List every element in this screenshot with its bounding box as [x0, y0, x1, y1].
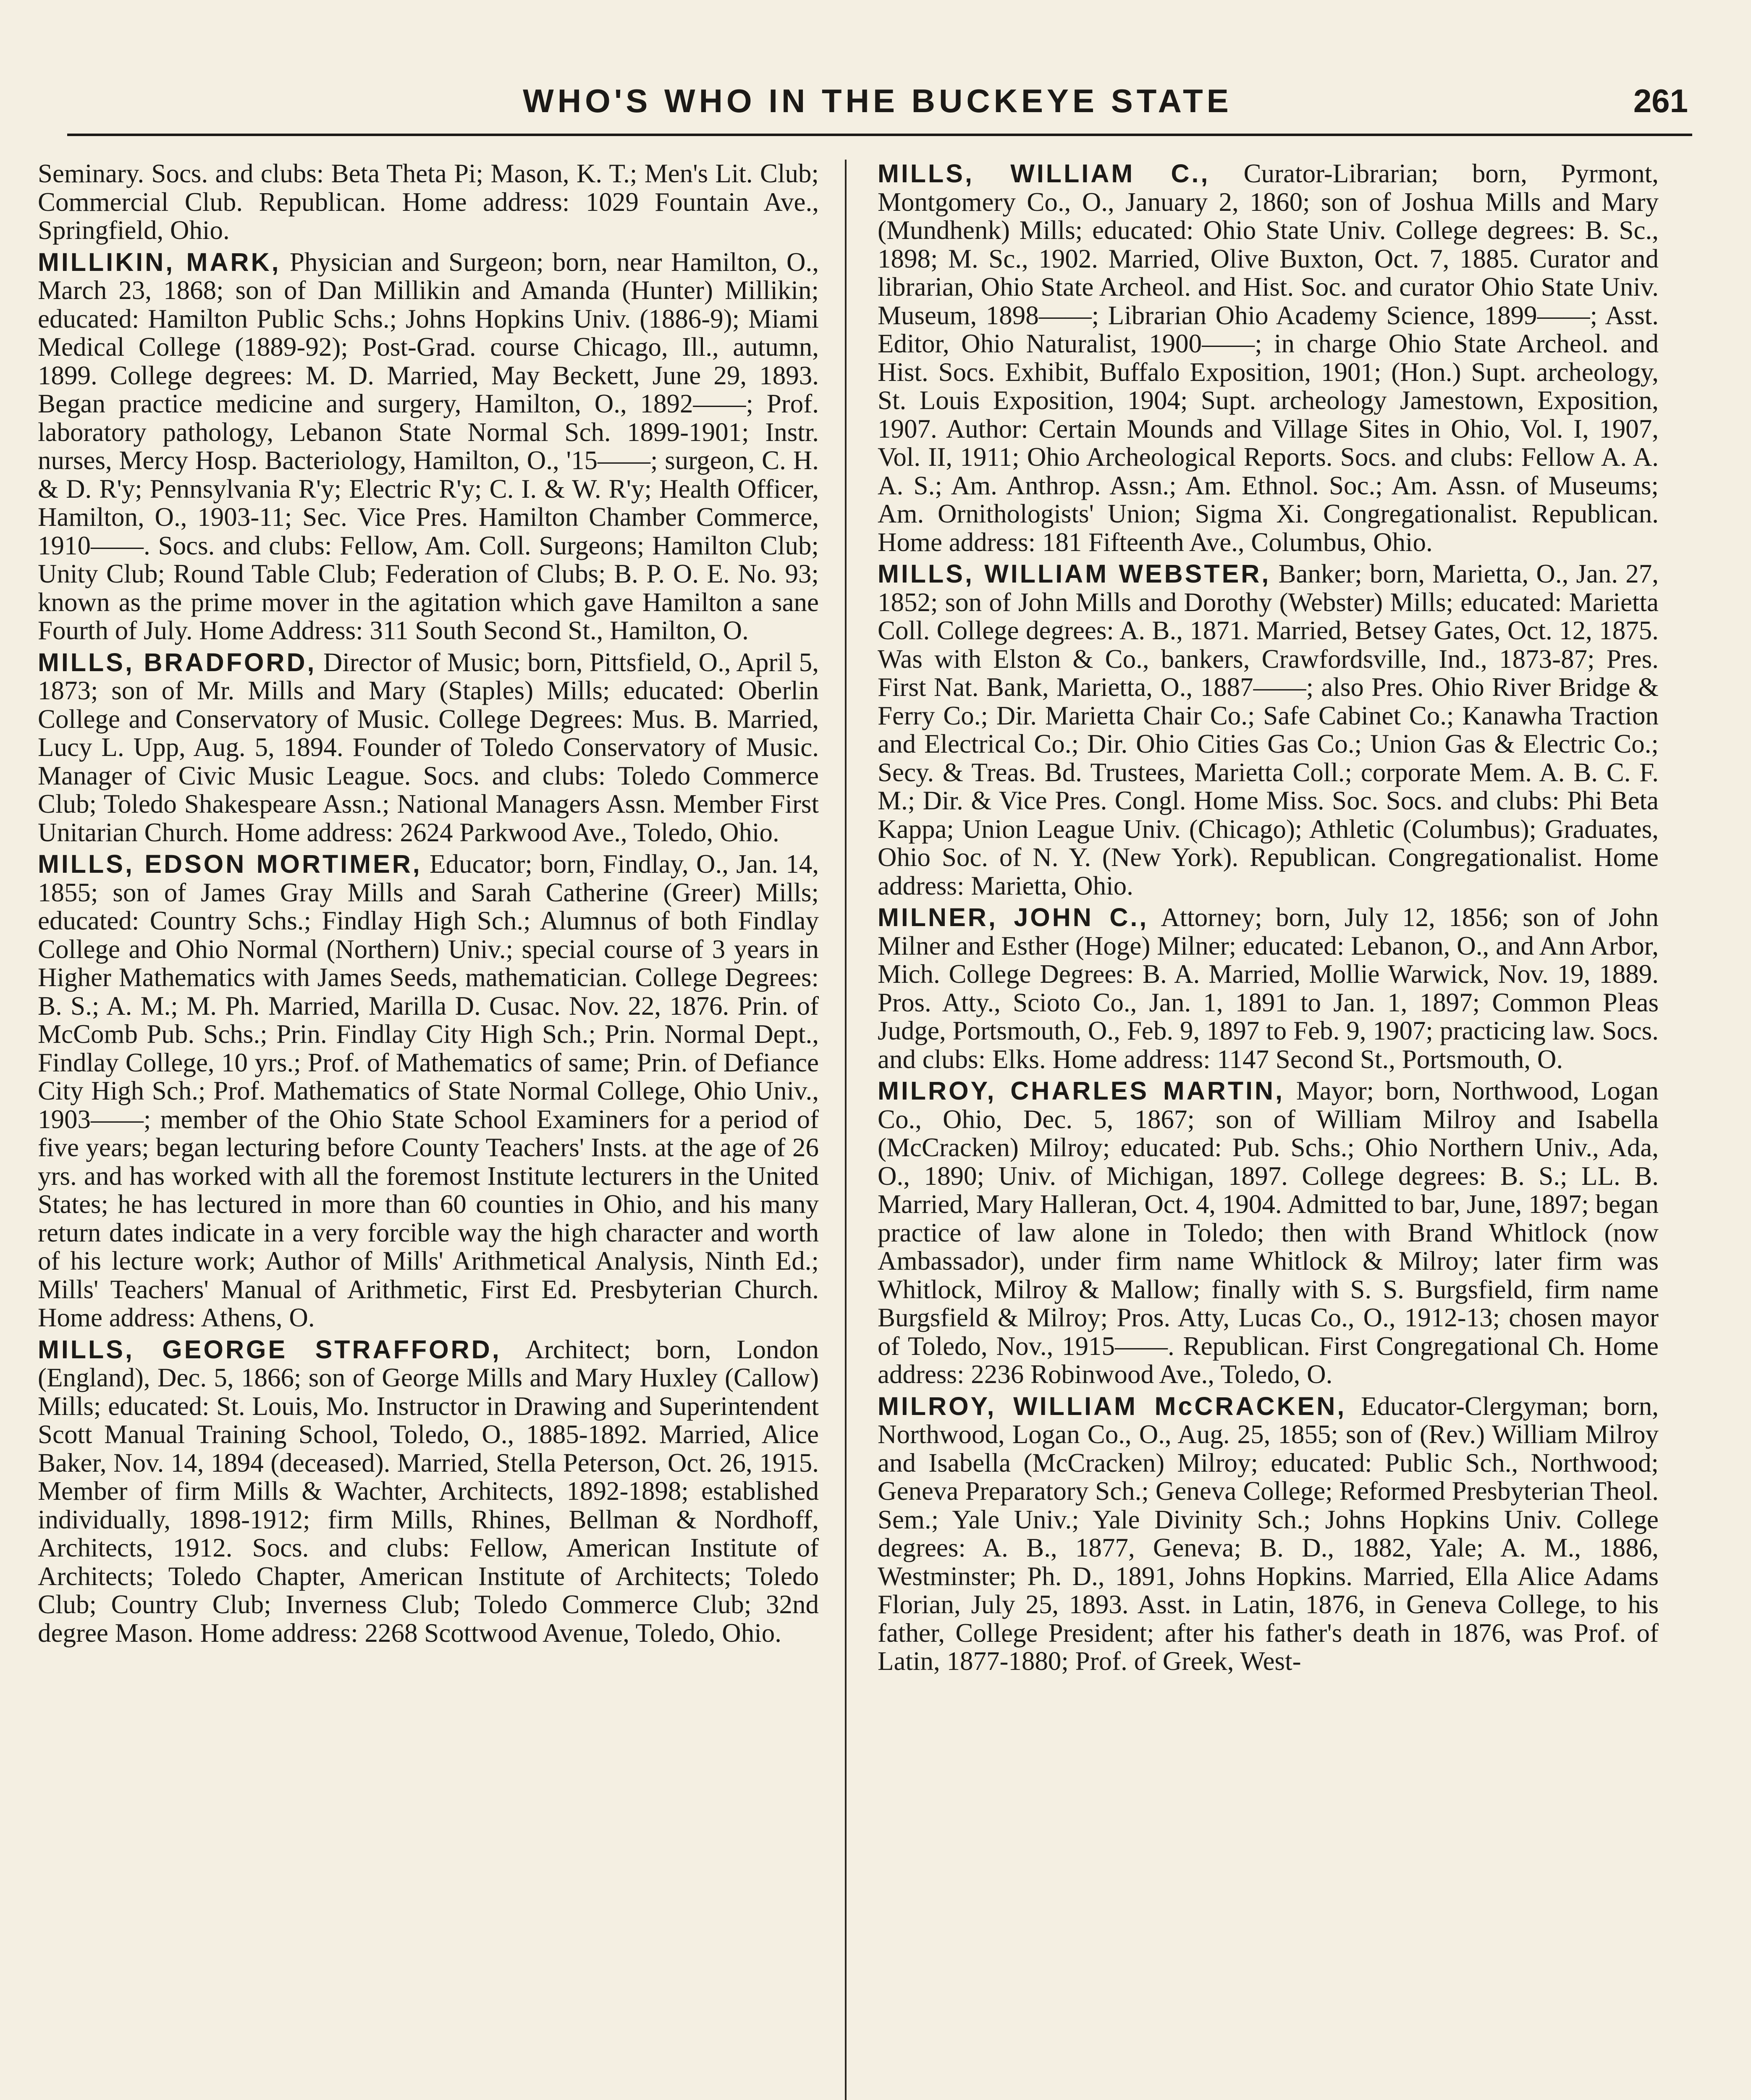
entry-name: MILLS, WILLIAM WEBSTER,: [878, 559, 1271, 588]
entry-text: Educator-Clergyman; born, Northwood, Logan Co., O., Aug. 25, 1855; son of (Rev.) William Milroy and Isabella (McCracken) Milroy; educated: Public Sch., Northwood; Geneva Preparatory Sch.; Geneva College; Reformed Presbyterian Theol. Sem.; Yale Univ.; Yale Divinity Sch.; Johns Hopkins Univ. College degrees: A. B., 1877, Geneva; B. D., 1882, Yale; A. M., 1886, Westminster; Ph. D., 1891, Johns Hopkins. Married, Ella Alice Adams Florian, July 25, 1893. Asst. in Latin, 1876, in Geneva College, to his father, College President; after his father's death in 1876, was Prof. of Latin, 1877-1880; Prof. of Greek, West-: [878, 1391, 1659, 1676]
running-header: [67, 82, 1688, 132]
entry-name: MILNER, JOHN C.,: [878, 903, 1149, 932]
entry-name: MILLS, BRADFORD,: [38, 648, 317, 677]
biography-entry: [878, 560, 1659, 900]
entry-name: MILLS, GEORGE STRAFFORD,: [38, 1335, 501, 1364]
entry-name: MILLS, EDSON MORTIMER,: [38, 850, 422, 878]
entry-text: Attorney; born, July 12, 1856; son of John Milner and Esther (Hoge) Milner; educated: Lebanon, O., and Ann Arbor, Mich. College Degrees: B. A. Married, Mollie Warwick, Nov. 19, 1889. Pros. Atty., Scioto Co., Jan. 1, 1891 to Jan. 1, 1897; Common Pleas Judge, Portsmouth, O., Feb. 9, 1897 to Feb. 9, 1907; practicing law. Socs. and clubs: Elks. Home address: 1147 Second St., Portsmouth, O.: [878, 903, 1659, 1074]
entry-name: MILLS, WILLIAM C.,: [878, 160, 1210, 188]
biography-entry: [38, 648, 819, 847]
entry-text: Mayor; born, Northwood, Logan Co., Ohio, Dec. 5, 1867; son of William Milroy and Isabella (McCracken) Milroy; educated: Pub. Schs.; Ohio Northern Univ., Ada, O., 1890; Univ. of Michigan, 1897. College degrees: B. S.; LL. B. Married, Mary Halleran, Oct. 4, 1904. Admitted to bar, June, 1897; began practice of law alone in Toledo; then with Brand Whitlock (now Ambassador), under firm name Whitlock & Milroy; later firm was Whitlock, Milroy & Mallow; finally with S. S. Burgsfield, firm name Burgsfield & Milroy; Pros. Atty, Lucas Co., O., 1912-13; chosen mayor of Toledo, Nov., 1915——. Republican. First Congregational Ch. Home address: 2236 Robinwood Ave., Toledo, O.: [878, 1076, 1659, 1389]
biography-entry: [878, 160, 1659, 556]
biography-entry: [878, 1077, 1659, 1389]
biography-entry: [878, 1392, 1659, 1676]
entry-text: Architect; born, London (England), Dec. 5, 1866; son of George Mills and Mary Huxley (Callow) Mills; educated: St. Louis, Mo. Instructor in Drawing and Superintendent Scott Manual Training School, Toledo, O., 1885-1892. Married, Alice Baker, Nov. 14, 1894 (deceased). Married, Stella Peterson, Oct. 26, 1915. Member of firm Mills & Wachter, Architects, 1892-1898; established individually, 1898-1912; firm Mills, Rhines, Bellman & Nordhoff, Architects, 1912. Socs. and clubs: Fellow, American Institute of Architects; Toledo Chapter, American Institute of Architects; Toledo Club; Country Club; Inverness Club; Toledo Commerce Club; 32nd degree Mason. Home address: 2268 Scottwood Avenue, Toledo, Ohio.: [38, 1334, 819, 1648]
entry-name: MILLIKIN, MARK,: [38, 247, 281, 276]
entry-text: Director of Music; born, Pittsfield, O., April 5, 1873; son of Mr. Mills and Mary (Staples) Mills; educated: Oberlin College and Conservatory of Music. College Degrees: Mus. B. Married, Lucy L. Upp, Aug. 5, 1894. Founder of Toledo Conservatory of Music. Manager of Civic Music League. Socs. and clubs: Toledo Commerce Club; Toledo Shakespeare Assn.; National Managers Assn. Member First Unitarian Church. Home address: 2624 Parkwood Ave., Toledo, Ohio.: [38, 647, 819, 847]
entry-name: MILROY, CHARLES MARTIN,: [878, 1076, 1285, 1105]
running-title: WHO'S WHO IN THE BUCKEYE STATE: [523, 82, 1232, 119]
page-number: 261: [1633, 82, 1688, 119]
left-column: [38, 160, 819, 2100]
biography-entry: [38, 850, 819, 1332]
entry-text: Curator-Librarian; born, Pyrmont, Montgomery Co., O., January 2, 1860; son of Joshua Mills and Mary (Mundhenk) Mills; educated: Ohio State Univ. College degrees: B. Sc., 1898; M. Sc., 1902. Married, Olive Buxton, Oct. 7, 1885. Curator and librarian, Ohio State Archeol. and Hist. Soc. and curator Ohio State Univ. Museum, 1898——; Librarian Ohio Academy Science, 1899——; Asst. Editor, Ohio Naturalist, 1900——; in charge Ohio State Archeol. and Hist. Socs. Exhibit, Buffalo Exposition, 1901; (Hon.) Supt. archeology, St. Louis Exposition, 1904; Supt. archeology Jamestown, Exposition, 1907. Author: Certain Mounds and Village Sites in Ohio, Vol. I, 1907, Vol. II, 1911; Ohio Archeological Reports. Socs. and clubs: Fellow A. A. A. S.; Am. Anthrop. Assn.; Am. Ethnol. Soc.; Am. Assn. of Museums; Am. Ornithologists' Union; Sigma Xi. Congregationalist. Republican. Home address: 181 Fifteenth Ave., Columbus, Ohio.: [878, 160, 1659, 557]
continued-entry-text: Seminary. Socs. and clubs: Beta Theta Pi; Mason, K. T.; Men's Lit. Club; Commercial Club. Republican. Home address: 1029 Fountain Ave., Springfield, Ohio.: [38, 160, 819, 245]
column-divider: [845, 160, 847, 2100]
entry-name: MILROY, WILLIAM McCRACKEN,: [878, 1391, 1347, 1420]
biography-entry: [38, 1336, 819, 1648]
entry-text: Physician and Surgeon; born, near Hamilton, O., March 23, 1868; son of Dan Millikin and Amanda (Hunter) Millikin; educated: Hamilton Public Schs.; Johns Hopkins Univ. (1886-9); Miami Medical College (1889-92); Post-Grad. course Chicago, Ill., autumn, 1899. College degrees: M. D. Married, May Beckett, June 29, 1893. Began practice medicine and surgery, Hamilton, O., 1892——; Prof. laboratory pathology, Lebanon State Normal Sch. 1899-1901; Instr. nurses, Mercy Hosp. Bacteriology, Hamilton, O., '15——; surgeon, C. H. & D. R'y; Pennsylvania R'y; Electric R'y; C. I. & W. R'y; Health Officer, Hamilton, O., 1903-11; Sec. Vice Pres. Hamilton Chamber Commerce, 1910——. Socs. and clubs: Fellow, Am. Coll. Surgeons; Hamilton Club; Unity Club; Round Table Club; Federation of Clubs; B. P. O. E. No. 93; known as the prime mover in the agitation which gave Hamilton a sane Fourth of July. Home Address: 311 South Second St., Hamilton, O.: [38, 247, 819, 645]
right-column: [878, 160, 1659, 2100]
biography-entry: [38, 248, 819, 645]
entry-text: Banker; born, Marietta, O., Jan. 27, 1852; son of John Mills and Dorothy (Webster) Mills; educated: Marietta Coll. College degrees: A. B., 1871. Married, Betsey Gates, Oct. 12, 1875. Was with Elston & Co., bankers, Crawfordsville, Ind., 1873-87; Pres. First Nat. Bank, Marietta, O., 1887——; also Pres. Ohio River Bridge & Ferry Co.; Dir. Marietta Chair Co.; Safe Cabinet Co.; Kanawha Traction and Electrical Co.; Dir. Ohio Cities Gas Co.; Union Gas & Electric Co.; Secy. & Treas. Bd. Trustees, Marietta Coll.; corporate Mem. A. B. C. F. M.; Dir. & Vice Pres. Congl. Home Miss. Soc. Socs. and clubs: Phi Beta Kappa; Union League Univ. (Chicago); Athletic (Columbus); Graduates, Ohio Soc. of N. Y. (New York). Republican. Congregationalist. Home address: Marietta, Ohio.: [878, 559, 1659, 900]
entry-text: Educator; born, Findlay, O., Jan. 14, 1855; son of James Gray Mills and Sarah Catherine (Greer) Mills; educated: Country Schs.; Findlay High Sch.; Alumnus of both Findlay College and Ohio Normal (Northern) Univ.; special course of 3 years in Higher Mathematics with James Seeds, mathematician. College Degrees: B. S.; A. M.; M. Ph. Married, Marilla D. Cusac. Nov. 22, 1876. Prin. of McComb Pub. Schs.; Prin. Findlay City High Sch.; Prin. Normal Dept., Findlay College, 10 yrs.; Prof. of Mathematics of same; Prin. of Defiance City High Sch.; Prof. Mathematics of State Normal College, Ohio Univ., 1903——; member of the Ohio State School Examiners for a period of five years; began lecturing before County Teachers' Insts. at the age of 26 yrs. and has worked with all the foremost Institute lecturers in the United States; he has lectured in more than 60 counties in Ohio, and his many return dates indicate in a very forcible way the high character and worth of his lecture work; Author of Mills' Arithmetical Analysis, Ninth Ed.; Mills' Teachers' Manual of Arithmetic, First Ed. Presbyterian Church. Home address: Athens, O.: [38, 849, 819, 1332]
header-rule: [67, 134, 1692, 136]
biography-entry: [878, 903, 1659, 1074]
